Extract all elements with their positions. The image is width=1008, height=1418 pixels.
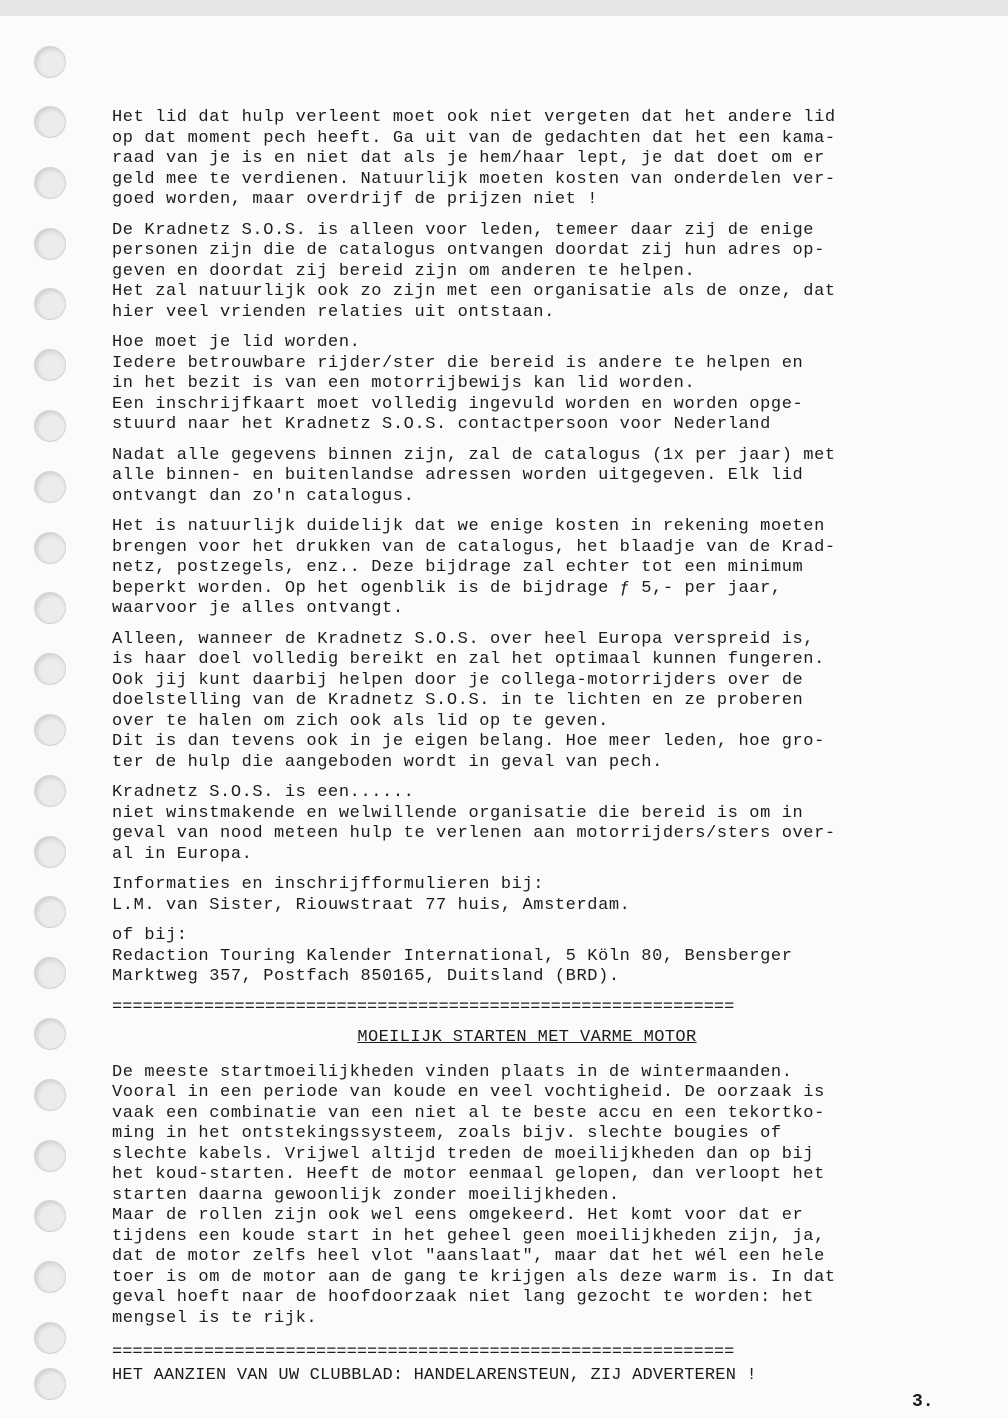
paragraph-helper-duty: Het lid dat hulp verleent moet ook niet vergeten dat het andere lid op dat moment pech heeft. Ga uit van de gedachten dat het een kama- raad van je is en niet dat als je hem/haar lept, je dat doet om er geld mee te verdienen. Natuurlijk moeten kosten van onderdelen ver- goed worden, maar overdrijf de prijzen niet ! xyxy=(112,108,836,209)
separator-rule-bottom: ============================================================= xyxy=(112,1343,735,1362)
binder-hole xyxy=(34,592,66,624)
binder-hole xyxy=(34,288,66,320)
paragraph-catalogue: Nadat alle gegevens binnen zijn, zal de catalogus (1x per jaar) met alle binnen- en buitenlandse adressen worden uitgegeven. Elk lid ontvangt dan zo'n catalogus. xyxy=(112,445,836,506)
binder-hole xyxy=(34,836,66,868)
binder-hole xyxy=(34,1322,66,1354)
binder-hole xyxy=(34,46,66,78)
binder-hole xyxy=(34,228,66,260)
binder-hole xyxy=(34,532,66,564)
binder-hole xyxy=(34,1261,66,1293)
binder-hole xyxy=(34,775,66,807)
page-content xyxy=(112,108,942,1386)
separator-rule: ============================================================= xyxy=(112,997,735,1017)
article-body: De meeste startmoeilijkheden vinden plaats in de wintermaanden. Vooral in een periode van koude en veel vochtigheid. De oorzaak is vaak een combinatie van een niet al te beste accu en een tekortko- ming in het ontstekingssysteem, zoals bijv. slechte bougies of slechte kabels. Vrijwel altijd treden de moeilijkheden dan op bij het koud-starten. Heeft de motor eenmaal gelopen, dan verloopt het starten daarna gewoonlijk zonder moeilijkheden. Maar de rollen zijn ook wel eens omgekeerd. Het komt voor dat er tijdens een koude start in het geheel geen moeilijkheden zijn, ja, dat de motor zelfs heel vlot "aanslaat", maar dat het wél een hele toer is om de motor aan de gang te krijgen als deze warm is. In dat geval hoeft naar de hoofdoorzaak niet lang gezocht te worden: het mengsel is te rijk. xyxy=(112,1062,836,1328)
binder-hole xyxy=(34,896,66,928)
binder-hole xyxy=(34,106,66,138)
binder-hole xyxy=(34,471,66,503)
paragraph-definition: Kradnetz S.O.S. is een...... niet winstmakende en welwillende organisatie die bereid is om in geval van nood meteen hulp te verlenen aan motorrijders/sters over- al in Europa. xyxy=(112,783,836,864)
binder-hole xyxy=(34,653,66,685)
binder-hole xyxy=(34,1079,66,1111)
paragraph-how-to-join: Hoe moet je lid worden. Iedere betrouwbare rijder/ster die bereid is andere te helpen en in het bezit is van een motorrijbewijs kan lid worden. Een inschrijfkaart moet volledig ingevuld worden en worden opge- stuurd naar het Kradnetz S.O.S. contactpersoon voor Nederland xyxy=(112,333,804,434)
paper-top-edge xyxy=(0,0,1008,16)
binder-hole xyxy=(34,957,66,989)
binder-hole xyxy=(34,1368,66,1400)
article-heading: MOEILIJK STARTEN MET VARME MOTOR xyxy=(357,1028,697,1047)
paragraph-members-only: De Kradnetz S.O.S. is alleen voor leden, temeer daar zij de enige personen zijn die de catalogus ontvangen doordat zij hun adres op- geven en doordat zij bereid zijn om anderen te helpen. Het zal natuurlijk ook zo zijn met een organisatie als de onze, dat hier veel vrienden relaties uit ontstaan. xyxy=(112,220,836,322)
binder-holes xyxy=(34,46,68,1406)
binder-hole xyxy=(34,167,66,199)
binder-hole xyxy=(34,1140,66,1172)
page-number: 3. xyxy=(912,1392,934,1412)
paragraph-information: Informaties en inschrijfformulieren bij: L.M. van Sister, Riouwstraat 77 huis, Amsterdam. xyxy=(112,875,631,915)
binder-hole xyxy=(34,410,66,442)
paragraph-alternative-address: of bij: Redaction Touring Kalender International, 5 Köln 80, Bensberger Marktweg 357, Postfach 850165, Duitsland (BRD). xyxy=(112,926,793,986)
binder-hole xyxy=(34,1018,66,1050)
paragraph-costs: Het is natuurlijk duidelijk dat we enige kosten in rekening moeten brengen voor het drukken van de catalogus, het blaadje van de Krad- netz, postzegels, enz.. Deze bijdrage zal echter tot een minimum beperkt worden. Op het ogenblik is de bijdrage ƒ 5,- per jaar, waarvoor je alles ontvangt. xyxy=(112,517,836,618)
binder-hole xyxy=(34,349,66,381)
paragraph-europe: Alleen, wanneer de Kradnetz S.O.S. over heel Europa verspreid is, is haar doel volledig bereikt en zal het optimaal kunnen fungeren. Ook jij kunt daarbij helpen door je collega-motorrijders over de doelstelling van de Kradnetz S.O.S. in te lichten en ze proberen over te halen om zich ook als lid op te geven. Dit is dan tevens ook in je eigen belang. Hoe meer leden, hoe gro- ter de hulp die aangeboden wordt in geval van pech. xyxy=(112,629,825,772)
binder-hole xyxy=(34,1200,66,1232)
binder-hole xyxy=(34,714,66,746)
footer-slogan: HET AANZIEN VAN UW CLUBBLAD: HANDELARENSTEUN, ZIJ ADVERTEREN ! xyxy=(112,1365,757,1385)
